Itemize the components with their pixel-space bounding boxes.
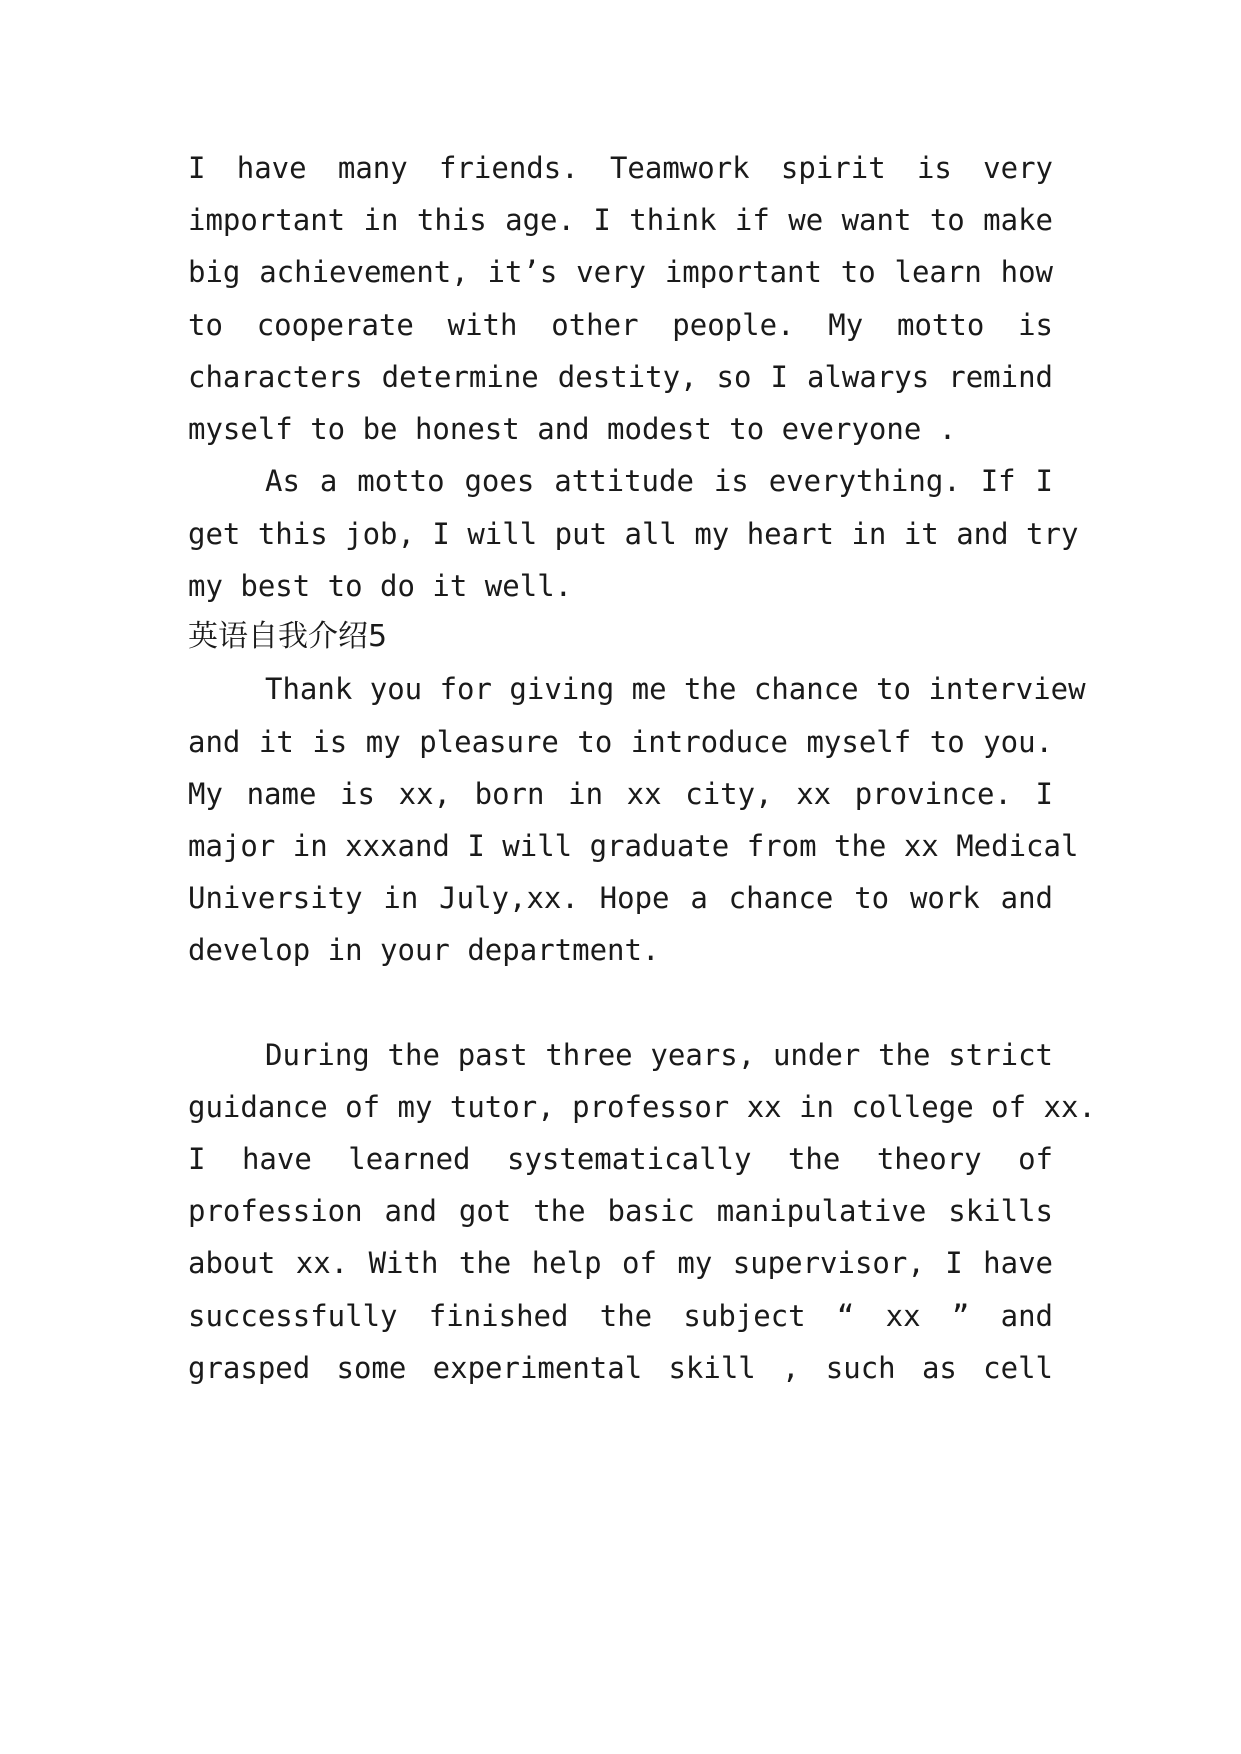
paragraph-line: My name is xx, born in xx city, xx province. I [188, 777, 1053, 811]
section-heading: 英语自我介绍5 [188, 619, 388, 654]
paragraph-line: my best to do it well. [188, 569, 573, 603]
paragraph-line: I have many friends. Teamwork spirit is very [188, 151, 1053, 185]
paragraph-line: to cooperate with other people. My motto is [188, 308, 1053, 342]
paragraph-line: I have learned systematically the theory of [188, 1142, 1053, 1176]
paragraph-line: Thank you for giving me the chance to interview [265, 672, 1086, 706]
paragraph-line: guidance of my tutor, professor xx in college of xx. [188, 1090, 1096, 1124]
paragraph-line: profession and got the basic manipulative skills [188, 1194, 1053, 1228]
paragraph-line: big achievement, it’s very important to learn how [188, 255, 1053, 289]
paragraph-line: develop in your department. [188, 933, 660, 967]
paragraph-line: During the past three years, under the strict [265, 1038, 1053, 1072]
paragraph-line: As a motto goes attitude is everything. If I [265, 464, 1053, 498]
paragraph-line: myself to be honest and modest to everyone . [188, 412, 957, 446]
paragraph-line: about xx. With the help of my supervisor, I have [188, 1246, 1053, 1280]
paragraph-line: grasped some experimental skill , such as cell [188, 1351, 1053, 1385]
paragraph-line: important in this age. I think if we want to make [188, 203, 1053, 237]
paragraph-line: University in July,xx. Hope a chance to work and [188, 881, 1053, 915]
paragraph-line: major in xxxand I will graduate from the xx Medical [188, 829, 1079, 863]
paragraph-line: characters determine destity, so I alwarys remind [188, 360, 1053, 394]
paragraph-line: get this job, I will put all my heart in it and try [188, 517, 1079, 551]
paragraph-line: successfully finished the subject “ xx ” and [188, 1299, 1053, 1333]
paragraph-line: and it is my pleasure to introduce myself to you. [188, 725, 1053, 759]
